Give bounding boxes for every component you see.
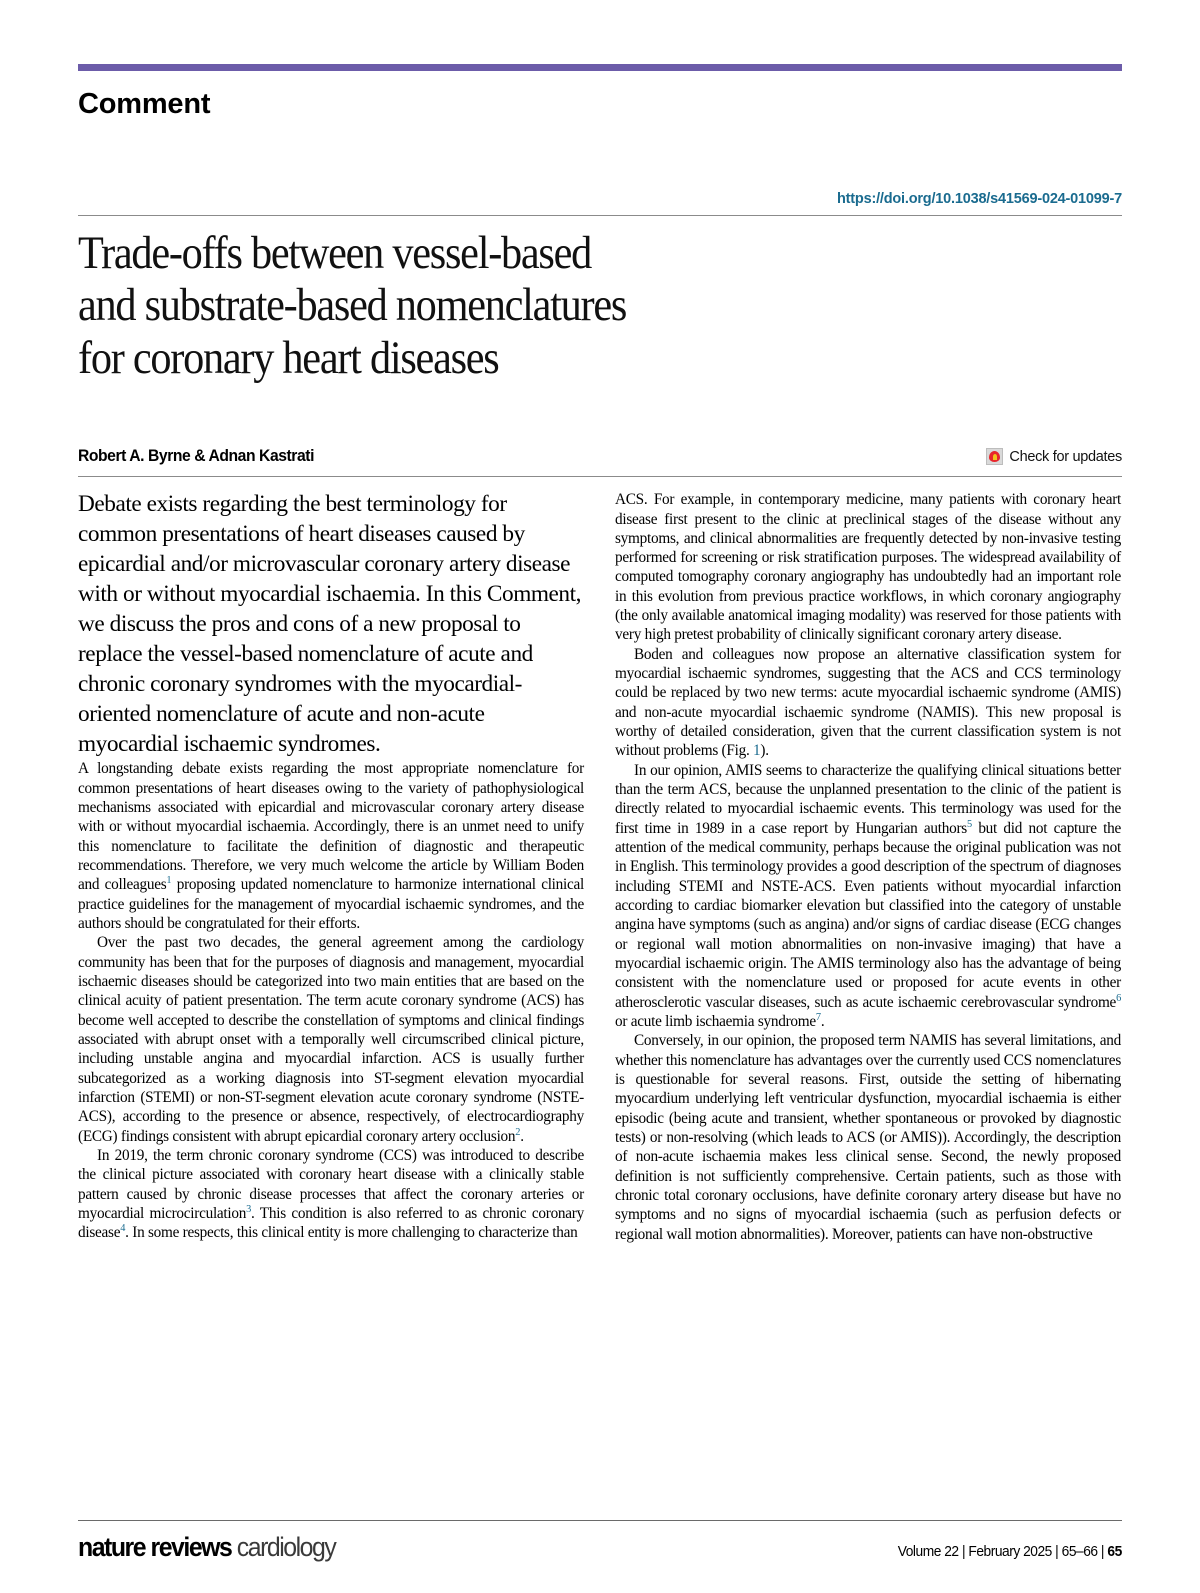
text-run: . — [820, 1013, 825, 1031]
journal-logo — [78, 1532, 335, 1563]
standfirst: Debate exists regarding the best terminology for common presentations of heart diseases caused by epicardial and/or microvascular coronary artery disease with or without myocardial ischaemia. In this Comment, we discuss the pros and cons of a new proposal to replace the vessel-based nomenclature of acute and chronic coronary syndromes with the myocardial-oriented nomenclature of acute and non-acute myocardial ischaemic syndromes. — [78, 491, 582, 757]
article-body — [78, 490, 1122, 1244]
footer-row — [78, 1532, 1122, 1563]
text-run: Over the past two decades, the general agreement among the cardiology community has been that for the purposes of diagnosis and management, myocardial ischaemic diseases should be categorized into two main entities that are based on the clinical acuity of patient presentation. The term acute coronary syndrome (ACS) has become well accepted to describe the constellation of symptoms and clinical findings associated with abrupt onset with a temporally well circumscribed clinical picture, including unstable angina and myocardial infarction. ACS is usually further subcategorized as a working diagnosis into ST-segment elevation myocardial infarction (STEMI) or non-ST-segment elevation acute coronary syndrome (NSTE-ACS), according to the presence or absence, respectively, of electrocardiography (ECG) findings consistent with abrupt epicardial coronary artery occlusion — [78, 934, 584, 1145]
left-paragraph-2 — [78, 933, 584, 1146]
reference-marker[interactable]: 5 — [966, 818, 972, 830]
left-paragraph-1 — [78, 759, 584, 933]
right-paragraph-2 — [615, 645, 1121, 761]
right-paragraph-1: ACS. For example, in contemporary medicine, many patients with coronary heart disease first present to the clinic at preclinical stages of the disease without any symptoms, and clinical abnormalities are frequently detected by non-invasive testing performed for screening or risk stratification purposes. The widespread availability of computed tomography coronary angiography has undoubtedly had an important role in this evolution from previous practice workflows, in which coronary angiography (the only available anatomical imaging modality) was reserved for those patients with very high pretest probability of clinically significant coronary artery disease. — [615, 491, 1121, 644]
reference-marker[interactable]: 1 — [166, 875, 172, 887]
right-column — [615, 490, 1121, 1244]
check-for-updates-label: Check for updates — [1009, 448, 1122, 465]
doi-link[interactable]: https://doi.org/10.1038/s41569-024-01099-7 — [837, 191, 1122, 207]
volume-info — [898, 1544, 1122, 1560]
check-for-updates-badge[interactable] — [986, 448, 1122, 466]
reference-marker[interactable]: 2 — [515, 1126, 521, 1138]
text-run: . — [520, 1127, 524, 1145]
text-run: proposing updated nomenclature to harmonize international clinical practice guidelines for the management of myocardial ischaemic syndromes, and the authors should be congratulated for their efforts. — [78, 876, 584, 933]
text-run: . In some respects, this clinical entity is more challenging to characterize than — [125, 1224, 578, 1242]
left-column — [78, 490, 584, 1244]
left-paragraph-3 — [78, 1146, 584, 1243]
doi-row — [78, 190, 1122, 208]
text-run: In our opinion, AMIS seems to characterize the qualifying clinical situations better than the term ACS, because the unplanned presentation to the clinic of the patient is directly related to myocardial ischaemic events. This terminology was used for the first time in 1989 in a case report by Hungarian authors — [615, 761, 1121, 837]
section-label: Comment — [78, 88, 211, 120]
footer-divider — [78, 1520, 1122, 1521]
journal-name-bold: nature reviews — [78, 1532, 232, 1562]
page-number: 65 — [1107, 1544, 1122, 1560]
crossmark-icon — [986, 448, 1003, 465]
text-run: Boden and colleagues now propose an alternative classification system for myocardial ischaemic syndromes, suggesting that the ACS and CCS terminology could be replaced by two new terms: acute myocardial ischaemic syndrome (AMIS) and non-acute myocardial ischaemic syndrome (NAMIS). This new proposal is worthy of detailed consideration, given that the current classification system is not without problems (Fig. — [615, 645, 1121, 760]
reference-marker[interactable]: 3 — [246, 1203, 252, 1215]
title-line-2: and substrate-based nomenclatures — [78, 279, 627, 332]
author-row — [78, 447, 1122, 466]
reference-marker[interactable]: 6 — [1116, 992, 1121, 1004]
title-line-3: for coronary heart diseases — [78, 331, 499, 384]
text-run: . This condition is also referred to as chronic coronary disease — [78, 1205, 584, 1242]
text-run: In 2019, the term chronic coronary syndrome (CCS) was introduced to describe the clinical picture associated with coronary heart disease with a clinically stable pattern caused by chronic disease processes that affect the coronary arteries or myocardial microcirculation — [78, 1147, 584, 1223]
right-paragraph-4: Conversely, in our opinion, the proposed term NAMIS has several limitations, and whether this nomenclature has advantages over the currently used CCS nomenclatures is questionable for several reasons. First, outside the setting of hibernating myocardium underlying left ventricular dysfunction, myocardial ischaemia is either episodic (being acute and transient, whether spontaneous or provoked by diagnostic tests) or non-resolving (which leads to ACS (or AMIS)). Accordingly, the description of non-acute ischaemia makes less clinical sense. Second, the newly proposed definition is not sufficiently comprehensive. Certain patients, such as those with chronic total coronary occlusions, have definite coronary artery disease but have no symptoms and no signs of myocardial ischaemia (such as perfusion defects or regional wall motion abnormalities). Moreover, patients can have non-obstructive — [615, 1032, 1121, 1243]
page-footer — [78, 1520, 1122, 1563]
text-run: ). — [760, 742, 769, 760]
right-paragraph-3 — [615, 761, 1121, 1032]
accent-rule — [78, 64, 1122, 71]
author-divider — [78, 476, 1122, 477]
header-divider — [78, 215, 1122, 216]
text-run: or acute limb ischaemia syndrome — [615, 1013, 816, 1031]
volume-text: Volume 22 | February 2025 | 65–66 | — [898, 1544, 1108, 1560]
author-list: Robert A. Byrne & Adnan Kastrati — [78, 447, 315, 466]
journal-name-light: cardiology — [236, 1532, 336, 1562]
text-run: A longstanding debate exists regarding the most appropriate nomenclature for common presentations of heart diseases owing to the variety of pathophysiological mechanisms associated with epicardial and microvascular coronary artery disease with or without myocardial ischaemia. Accordingly, there is an unmet need to unify this nomenclature to facilitate the definition of diagnostic and therapeutic recommendations. Therefore, we very much welcome the article by William Boden and colleagues — [78, 760, 584, 894]
figure-1-link[interactable]: 1 — [753, 742, 761, 760]
reference-marker[interactable]: 4 — [120, 1223, 126, 1235]
text-run: but did not capture the attention of the medical community, perhaps because the original publication was not in English. This terminology provides a good description of the spectrum of diagnoses including STEMI and NSTE-ACS. Even patients without myocardial infarction according to cardiac biomarker elevation but classified into the category of unstable angina have symptoms (such as angina) and/or signs of cardiac disease (ECG changes or regional wall motion abnormalities on non-invasive imaging) that have a myocardial ischaemic origin. The AMIS terminology also has the advantage of being consistent with the nomenclature used or proposed for acute events in other atherosclerotic vascular diseases, such as acute ischaemic cerebrovascular syndrome — [615, 819, 1121, 1011]
reference-marker[interactable]: 7 — [815, 1011, 821, 1023]
page-title — [78, 227, 1121, 384]
title-line-1: Trade-offs between vessel-based — [78, 227, 592, 279]
